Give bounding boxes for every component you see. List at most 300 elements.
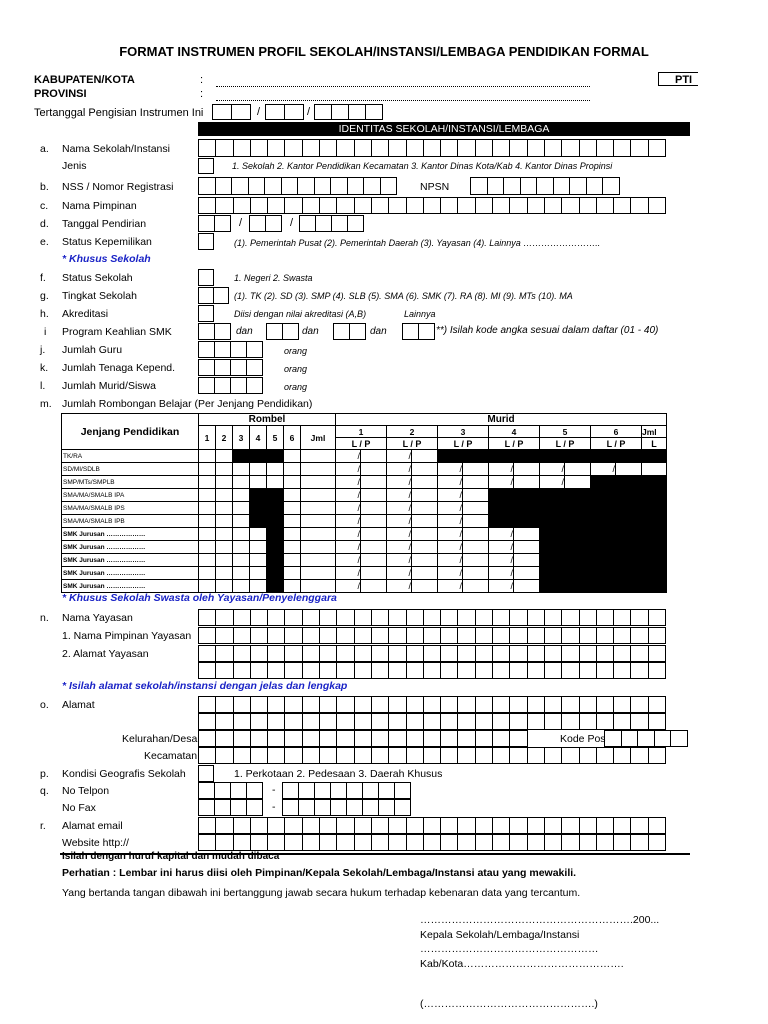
input-cell[interactable] [336, 730, 354, 747]
murid-cell[interactable] [514, 476, 540, 489]
input-cell[interactable] [621, 730, 639, 747]
input-cell[interactable] [613, 817, 631, 834]
murid-cell[interactable] [361, 541, 387, 554]
murid-cell[interactable]: / [438, 502, 463, 515]
input-cell[interactable] [648, 696, 666, 713]
input-cell[interactable] [670, 730, 688, 747]
input-cell[interactable] [378, 782, 395, 799]
input-cell[interactable] [233, 609, 251, 626]
input-cell[interactable] [214, 799, 231, 816]
input-cell[interactable] [561, 696, 579, 713]
murid-cell[interactable]: / [540, 463, 565, 476]
murid-cell[interactable]: / [438, 528, 463, 541]
input-cell[interactable] [388, 627, 406, 644]
input-cell[interactable] [475, 696, 493, 713]
murid-cell[interactable]: / [387, 580, 412, 593]
input-cell[interactable] [215, 747, 233, 764]
input-cell[interactable] [230, 799, 247, 816]
input-cell[interactable] [544, 817, 562, 834]
input-cell[interactable] [475, 662, 493, 679]
input-cell[interactable] [527, 696, 545, 713]
input-cell[interactable] [406, 627, 424, 644]
input-cell[interactable] [648, 662, 666, 679]
status-sekolah-cell[interactable] [198, 269, 213, 286]
input-cell[interactable] [336, 197, 354, 214]
input-cell[interactable] [284, 730, 302, 747]
akreditasi-cell[interactable] [198, 305, 213, 322]
murid-cell[interactable] [565, 476, 591, 489]
input-cell[interactable] [596, 645, 614, 662]
rombel-cell[interactable] [216, 476, 233, 489]
input-cell[interactable] [596, 197, 614, 214]
nama-yayasan-cells[interactable] [198, 609, 665, 626]
input-cell[interactable] [457, 730, 475, 747]
rombel-cell[interactable] [233, 476, 250, 489]
tanggal-day-cells[interactable] [212, 104, 250, 120]
murid-cell[interactable] [412, 567, 438, 580]
input-cell[interactable] [596, 747, 614, 764]
input-cell[interactable] [509, 197, 527, 214]
input-cell[interactable] [604, 730, 622, 747]
input-cell[interactable] [198, 645, 216, 662]
input-cell[interactable] [267, 197, 285, 214]
date-line[interactable]: …………………………………………………….200... [420, 914, 660, 926]
input-cell[interactable] [406, 747, 424, 764]
input-cell[interactable] [371, 197, 389, 214]
input-cell[interactable] [302, 197, 320, 214]
input-cell[interactable] [319, 834, 337, 851]
input-cell[interactable] [475, 609, 493, 626]
alamat-yayasan-cells-2[interactable] [198, 662, 665, 679]
input-cell[interactable] [319, 662, 337, 679]
input-cell[interactable] [230, 782, 247, 799]
jumlah-guru-cells[interactable] [198, 341, 262, 358]
input-cell[interactable] [440, 834, 458, 851]
input-cell[interactable] [475, 627, 493, 644]
input-cell[interactable] [388, 747, 406, 764]
input-cell[interactable] [354, 696, 372, 713]
input-cell[interactable] [423, 627, 441, 644]
input-cell[interactable] [579, 713, 597, 730]
input-cell[interactable] [544, 627, 562, 644]
input-cell[interactable] [569, 177, 587, 195]
input-cell[interactable] [284, 645, 302, 662]
input-cell[interactable] [267, 713, 285, 730]
input-cell[interactable] [378, 799, 395, 816]
input-cell[interactable] [509, 730, 527, 747]
input-cell[interactable] [330, 177, 348, 195]
input-cell[interactable] [371, 609, 389, 626]
input-cell[interactable] [371, 645, 389, 662]
input-cell[interactable] [233, 197, 251, 214]
input-cell[interactable] [354, 747, 372, 764]
input-cell[interactable] [354, 662, 372, 679]
input-cell[interactable] [362, 799, 379, 816]
input-cell[interactable] [267, 817, 285, 834]
input-cell[interactable] [406, 139, 424, 157]
input-cell[interactable] [492, 609, 510, 626]
input-cell[interactable] [544, 139, 562, 157]
input-cell[interactable] [544, 834, 562, 851]
input-cell[interactable] [215, 662, 233, 679]
input-cell[interactable] [613, 696, 631, 713]
telpon-area-cells[interactable] [198, 782, 262, 799]
input-cell[interactable] [198, 359, 215, 376]
murid-cell[interactable]: / [387, 528, 412, 541]
input-cell[interactable] [470, 177, 488, 195]
input-cell[interactable] [561, 627, 579, 644]
input-cell[interactable] [579, 627, 597, 644]
murid-cell[interactable] [361, 554, 387, 567]
murid-cell[interactable]: / [438, 476, 463, 489]
rombel-cell[interactable] [301, 476, 336, 489]
murid-cell[interactable] [514, 580, 540, 593]
input-cell[interactable] [267, 645, 285, 662]
input-cell[interactable] [214, 782, 231, 799]
input-cell[interactable] [267, 609, 285, 626]
rombel-cell[interactable] [284, 580, 301, 593]
murid-cell[interactable]: / [387, 541, 412, 554]
alamat-cells-1[interactable] [198, 696, 665, 713]
rombel-cell[interactable] [284, 463, 301, 476]
tanggal-month-cells[interactable] [265, 104, 303, 120]
input-cell[interactable] [579, 834, 597, 851]
input-cell[interactable] [654, 730, 672, 747]
rombel-cell[interactable] [250, 528, 267, 541]
input-cell[interactable] [457, 645, 475, 662]
pendirian-day-cells[interactable] [198, 215, 230, 232]
input-cell[interactable] [233, 139, 251, 157]
input-cell[interactable] [198, 799, 215, 816]
rombel-cell[interactable] [233, 463, 250, 476]
input-cell[interactable] [284, 696, 302, 713]
input-cell[interactable] [230, 341, 247, 358]
input-cell[interactable] [492, 197, 510, 214]
tanggal-year-cells[interactable] [314, 104, 382, 120]
input-cell[interactable] [248, 177, 266, 195]
input-cell[interactable] [423, 730, 441, 747]
input-cell[interactable] [613, 645, 631, 662]
murid-cell[interactable]: / [336, 502, 361, 515]
rombel-cell[interactable] [267, 476, 284, 489]
rombel-cell[interactable] [216, 489, 233, 502]
input-cell[interactable] [233, 747, 251, 764]
input-cell[interactable] [371, 747, 389, 764]
rombel-cell[interactable] [301, 554, 336, 567]
input-cell[interactable] [492, 713, 510, 730]
murid-cell[interactable]: / [387, 567, 412, 580]
keahlian-3-cells[interactable] [333, 323, 365, 340]
rombel-cell[interactable] [199, 580, 216, 593]
provinsi-field[interactable] [216, 100, 590, 101]
rombel-cell[interactable] [216, 502, 233, 515]
input-cell[interactable] [423, 645, 441, 662]
input-cell[interactable] [440, 817, 458, 834]
input-cell[interactable] [267, 139, 285, 157]
rombel-cell[interactable] [216, 554, 233, 567]
murid-cell[interactable]: / [387, 515, 412, 528]
murid-cell[interactable]: / [387, 476, 412, 489]
input-cell[interactable] [302, 609, 320, 626]
input-cell[interactable] [544, 197, 562, 214]
murid-cell[interactable] [463, 541, 489, 554]
input-cell[interactable] [406, 834, 424, 851]
input-cell[interactable] [457, 834, 475, 851]
input-cell[interactable] [302, 627, 320, 644]
rombel-cell[interactable] [284, 489, 301, 502]
murid-cell[interactable]: / [336, 463, 361, 476]
input-cell[interactable] [215, 696, 233, 713]
input-cell[interactable] [330, 782, 347, 799]
npsn-cells[interactable] [470, 177, 619, 195]
rombel-cell[interactable] [301, 489, 336, 502]
input-cell[interactable] [630, 609, 648, 626]
input-cell[interactable] [267, 662, 285, 679]
jumlah-tenaga-cells[interactable] [198, 359, 262, 376]
input-cell[interactable] [527, 713, 545, 730]
murid-cell[interactable] [361, 463, 387, 476]
nama-sekolah-cells[interactable] [198, 139, 665, 157]
input-cell[interactable] [475, 817, 493, 834]
input-cell[interactable] [214, 341, 231, 358]
pendirian-month-cells[interactable] [249, 215, 281, 232]
input-cell[interactable] [509, 713, 527, 730]
input-cell[interactable] [198, 696, 216, 713]
input-cell[interactable] [314, 177, 332, 195]
input-cell[interactable] [613, 139, 631, 157]
input-cell[interactable] [250, 662, 268, 679]
rombel-cell[interactable] [250, 567, 267, 580]
kelurahan-cells[interactable] [198, 730, 527, 747]
input-cell[interactable] [302, 730, 320, 747]
input-cell[interactable] [457, 139, 475, 157]
input-cell[interactable] [527, 139, 545, 157]
input-cell[interactable] [250, 139, 268, 157]
input-cell[interactable] [406, 696, 424, 713]
input-cell[interactable] [475, 713, 493, 730]
input-cell[interactable] [215, 817, 233, 834]
input-cell[interactable] [302, 139, 320, 157]
input-cell[interactable] [509, 834, 527, 851]
input-cell[interactable] [613, 834, 631, 851]
input-cell[interactable] [648, 817, 666, 834]
input-cell[interactable] [336, 834, 354, 851]
input-cell[interactable] [319, 197, 337, 214]
input-cell[interactable] [230, 359, 247, 376]
input-cell[interactable] [423, 696, 441, 713]
rombel-cell[interactable] [216, 463, 233, 476]
input-cell[interactable] [388, 609, 406, 626]
input-cell[interactable] [388, 817, 406, 834]
murid-cell[interactable] [463, 489, 489, 502]
input-cell[interactable] [423, 139, 441, 157]
input-cell[interactable] [579, 817, 597, 834]
murid-cell[interactable]: / [438, 515, 463, 528]
kecamatan-cells[interactable] [198, 747, 665, 764]
input-cell[interactable] [637, 730, 655, 747]
input-cell[interactable] [354, 817, 372, 834]
input-cell[interactable] [561, 662, 579, 679]
murid-cell[interactable] [412, 580, 438, 593]
input-cell[interactable] [233, 730, 251, 747]
input-cell[interactable] [297, 177, 315, 195]
input-cell[interactable] [319, 817, 337, 834]
input-cell[interactable] [440, 627, 458, 644]
input-cell[interactable] [336, 747, 354, 764]
input-cell[interactable] [406, 609, 424, 626]
input-cell[interactable] [561, 609, 579, 626]
murid-cell[interactable]: / [336, 567, 361, 580]
input-cell[interactable] [198, 817, 216, 834]
rombel-cell[interactable] [250, 554, 267, 567]
input-cell[interactable] [336, 609, 354, 626]
rombel-cell[interactable] [284, 567, 301, 580]
input-cell[interactable] [371, 139, 389, 157]
input-cell[interactable] [250, 197, 268, 214]
input-cell[interactable] [630, 645, 648, 662]
rombel-cell[interactable] [233, 541, 250, 554]
input-cell[interactable] [233, 713, 251, 730]
input-cell[interactable] [214, 359, 231, 376]
murid-cell[interactable]: / [336, 515, 361, 528]
input-cell[interactable] [596, 817, 614, 834]
input-cell[interactable] [561, 713, 579, 730]
input-cell[interactable] [520, 177, 538, 195]
murid-cell[interactable] [412, 528, 438, 541]
murid-cell[interactable]: / [387, 450, 412, 463]
input-cell[interactable] [527, 834, 545, 851]
input-cell[interactable] [250, 817, 268, 834]
murid-cell[interactable] [514, 554, 540, 567]
input-cell[interactable] [250, 627, 268, 644]
input-cell[interactable] [250, 713, 268, 730]
input-cell[interactable] [440, 747, 458, 764]
alamat-yayasan-cells-1[interactable] [198, 645, 665, 662]
rombel-cell[interactable] [301, 567, 336, 580]
input-cell[interactable] [475, 197, 493, 214]
rombel-cell[interactable] [284, 476, 301, 489]
murid-cell[interactable]: / [336, 528, 361, 541]
input-cell[interactable] [544, 747, 562, 764]
input-cell[interactable] [406, 645, 424, 662]
rombel-cell[interactable] [216, 450, 233, 463]
input-cell[interactable] [648, 139, 666, 157]
pimpinan-yayasan-cells[interactable] [198, 627, 665, 644]
input-cell[interactable] [509, 645, 527, 662]
input-cell[interactable] [284, 627, 302, 644]
input-cell[interactable] [406, 730, 424, 747]
input-cell[interactable] [492, 696, 510, 713]
signature-line[interactable]: (………………………………………….) [420, 998, 598, 1010]
keahlian-1-cells[interactable] [198, 323, 230, 340]
input-cell[interactable] [314, 799, 331, 816]
rombel-cell[interactable] [284, 450, 301, 463]
rombel-cell[interactable] [216, 580, 233, 593]
input-cell[interactable] [233, 662, 251, 679]
input-cell[interactable] [319, 730, 337, 747]
input-cell[interactable] [388, 662, 406, 679]
input-cell[interactable] [215, 609, 233, 626]
input-cell[interactable] [596, 834, 614, 851]
input-cell[interactable] [544, 609, 562, 626]
input-cell[interactable] [198, 197, 216, 214]
input-cell[interactable] [346, 782, 363, 799]
input-cell[interactable] [492, 627, 510, 644]
input-cell[interactable] [336, 662, 354, 679]
input-cell[interactable] [475, 834, 493, 851]
input-cell[interactable] [302, 645, 320, 662]
input-cell[interactable] [233, 834, 251, 851]
murid-cell[interactable]: / [387, 489, 412, 502]
input-cell[interactable] [423, 609, 441, 626]
input-cell[interactable] [231, 177, 249, 195]
rombel-cell[interactable] [233, 567, 250, 580]
murid-cell[interactable]: / [438, 541, 463, 554]
input-cell[interactable] [246, 341, 263, 358]
input-cell[interactable] [509, 817, 527, 834]
input-cell[interactable] [198, 662, 216, 679]
input-cell[interactable] [394, 799, 411, 816]
input-cell[interactable] [579, 609, 597, 626]
rombel-cell[interactable] [199, 450, 216, 463]
input-cell[interactable] [267, 834, 285, 851]
input-cell[interactable] [198, 341, 215, 358]
kepala-dots[interactable]: …………………………………………… [420, 943, 599, 955]
input-cell[interactable] [457, 627, 475, 644]
input-cell[interactable] [509, 609, 527, 626]
input-cell[interactable] [246, 799, 263, 816]
input-cell[interactable] [423, 817, 441, 834]
input-cell[interactable] [527, 645, 545, 662]
alamat-cells-2[interactable] [198, 713, 665, 730]
rombel-cell[interactable] [250, 580, 267, 593]
input-cell[interactable] [423, 747, 441, 764]
murid-cell[interactable]: / [438, 463, 463, 476]
input-cell[interactable] [319, 645, 337, 662]
input-cell[interactable] [250, 834, 268, 851]
input-cell[interactable] [302, 817, 320, 834]
input-cell[interactable] [215, 627, 233, 644]
input-cell[interactable] [579, 696, 597, 713]
input-cell[interactable] [630, 747, 648, 764]
input-cell[interactable] [284, 662, 302, 679]
murid-cell[interactable]: / [336, 450, 361, 463]
input-cell[interactable] [630, 627, 648, 644]
murid-cell[interactable]: / [489, 528, 514, 541]
input-cell[interactable] [319, 609, 337, 626]
murid-cell[interactable] [616, 463, 642, 476]
input-cell[interactable] [527, 747, 545, 764]
rombel-cell[interactable] [216, 515, 233, 528]
input-cell[interactable] [233, 645, 251, 662]
murid-cell[interactable] [463, 502, 489, 515]
input-cell[interactable] [198, 782, 215, 799]
murid-cell[interactable] [361, 515, 387, 528]
input-cell[interactable] [330, 799, 347, 816]
input-cell[interactable] [596, 139, 614, 157]
input-cell[interactable] [371, 834, 389, 851]
input-cell[interactable] [319, 713, 337, 730]
input-cell[interactable] [457, 747, 475, 764]
input-cell[interactable] [457, 609, 475, 626]
rombel-cell[interactable] [199, 515, 216, 528]
rombel-cell[interactable] [199, 463, 216, 476]
keahlian-4-cells[interactable] [402, 323, 434, 340]
kepemilikan-cell[interactable] [198, 233, 213, 250]
input-cell[interactable] [503, 177, 521, 195]
rombel-cell[interactable] [301, 463, 336, 476]
input-cell[interactable] [630, 139, 648, 157]
